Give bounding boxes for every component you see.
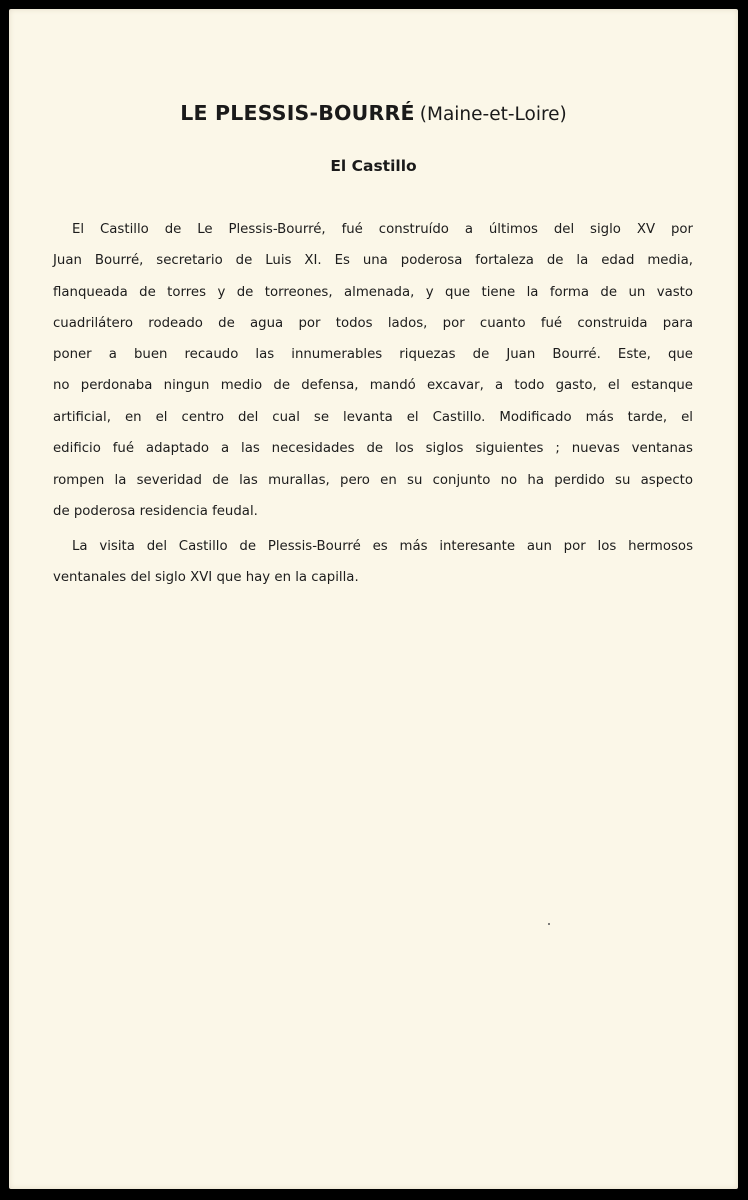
- paragraph1-line: El Castillo de Le Plessis-Bourré, fué construído a últimos del siglo XV por: [72, 222, 693, 237]
- paragraph1-line: flanqueada de torres y de torreones, almenada, y que tiene la forma de un vasto: [53, 285, 693, 300]
- title-main: LE PLESSIS-BOURRÉ: [180, 101, 415, 125]
- paragraph1-line: de poderosa residencia feudal.: [53, 504, 258, 519]
- paragraph1-line: no perdonaba ningun medio de defensa, mandó excavar, a todo gasto, el estanque: [53, 378, 693, 393]
- postcard-back: [9, 9, 738, 1189]
- page-title: [9, 101, 738, 125]
- paragraph2-line: La visita del Castillo de Plessis-Bourré es más interesante aun por los hermosos: [72, 539, 693, 554]
- paragraph2-line: ventanales del siglo XVI que hay en la capilla.: [53, 570, 359, 585]
- paragraph1-line: poner a buen recaudo las innumerables riquezas de Juan Bourré. Este, que: [53, 347, 693, 362]
- paragraph1-line: artificial, en el centro del cual se levanta el Castillo. Modificado más tarde, el: [53, 410, 693, 425]
- paragraph1-line: rompen la severidad de las murallas, pero en su conjunto no ha perdido su aspecto: [53, 473, 693, 488]
- subtitle: El Castillo: [330, 157, 417, 175]
- paper-speck: [548, 923, 550, 925]
- title-region: (Maine-et-Loire): [419, 104, 567, 125]
- paragraph1-line: edificio fué adaptado a las necesidades de los siglos siguientes ; nuevas ventanas: [53, 441, 693, 456]
- paragraph1-line: Juan Bourré, secretario de Luis XI. Es una poderosa fortaleza de la edad media,: [53, 253, 693, 268]
- paragraph1-line: cuadrilátero rodeado de agua por todos lados, por cuanto fué construida para: [53, 316, 693, 331]
